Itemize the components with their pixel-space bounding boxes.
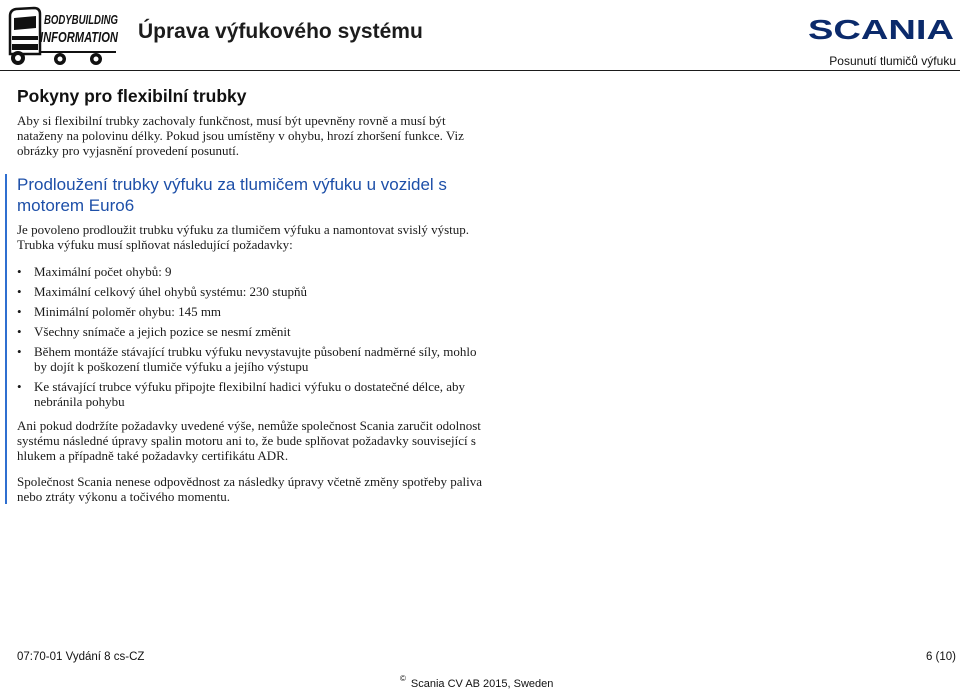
list-item — [17, 264, 487, 279]
scania-logo — [808, 14, 954, 45]
section-heading-exhaust-extension: Prodloužení trubky výfuku za tlumičem výfuku u vozidel s motorem Euro6 — [17, 175, 447, 215]
bullet-icon: • — [17, 264, 22, 279]
document-id: 07:70-01 Vydání 8 cs-CZ — [17, 651, 145, 663]
copyright-symbol: © — [400, 674, 406, 683]
list-item — [17, 284, 487, 299]
list-item-text: Během montáže stávající trubku výfuku nevystavujte působení nadměrné síly, mohlo by dojít k poškození tlumiče výfuku a jejího výstupu — [34, 344, 477, 374]
list-item-text: Ke stávající trubce výfuku připojte flexibilní hadici výfuku o dostatečné délce, aby nebránila pohybu — [34, 379, 466, 409]
page-number: 6 (10) — [925, 651, 956, 663]
header-divider — [0, 70, 960, 71]
list-item — [17, 324, 487, 339]
requirements-list — [17, 264, 487, 414]
bodybuilding-information-logo — [4, 2, 122, 70]
bullet-icon: • — [17, 344, 22, 359]
list-item-text: Všechny snímače a jejich pozice se nesmí změnit — [34, 324, 291, 339]
logo-line2: INFORMATION — [40, 29, 119, 46]
revision-change-bar — [5, 174, 7, 504]
list-item-text: Maximální počet ohybů: 9 — [34, 264, 172, 279]
list-item-text: Minimální poloměr ohybu: 145 mm — [34, 304, 222, 319]
scania-wordmark: SCANIA — [808, 14, 954, 45]
list-item-text: Maximální celkový úhel ohybů systému: 230 stupňů — [34, 284, 307, 299]
logo-line1: BODYBUILDING — [44, 12, 118, 27]
bullet-icon: • — [17, 304, 22, 319]
bullet-icon: • — [17, 284, 22, 299]
bullet-icon: • — [17, 324, 22, 339]
list-item — [17, 379, 487, 409]
header-subtitle: Posunutí tlumičů výfuku — [829, 54, 956, 68]
list-item — [17, 304, 487, 319]
copyright-notice — [400, 674, 553, 690]
exhaust-extension-intro: Je povoleno prodloužit trubku výfuku za tlumičem výfuku a namontovat svislý výstup. Trubka výfuku musí splňovat následující požadavky: — [17, 222, 470, 252]
disclaimer-paragraph: Ani pokud dodržíte požadavky uvedené výše, nemůže společnost Scania zaručit odolnost systému následné úpravy spalin motoru ani to, že bude splňovat požadavky související s hlukem a případně také požadavky certifikátu ADR. — [17, 418, 481, 463]
section-heading-flexible-pipes: Pokyny pro flexibilní trubky — [17, 86, 247, 106]
page-title: Úprava výfukového systému — [138, 20, 423, 43]
list-item — [17, 344, 487, 374]
copyright-text: Scania CV AB 2015, Sweden — [410, 678, 554, 690]
flexible-pipes-paragraph: Aby si flexibilní trubky zachovaly funkčnost, musí být upevněny rovně a musí být nataženy na polovinu délky. Pokud jsou umístěny v ohybu, hrozí zhoršení funkce. Viz obrázky pro vyjasnění provedení posunutí. — [17, 113, 464, 158]
liability-paragraph: Společnost Scania nenese odpovědnost za následky úpravy včetně změny spotřeby paliva nebo ztráty výkonu a točivého momentu. — [17, 474, 482, 504]
bullet-icon: • — [17, 379, 22, 394]
